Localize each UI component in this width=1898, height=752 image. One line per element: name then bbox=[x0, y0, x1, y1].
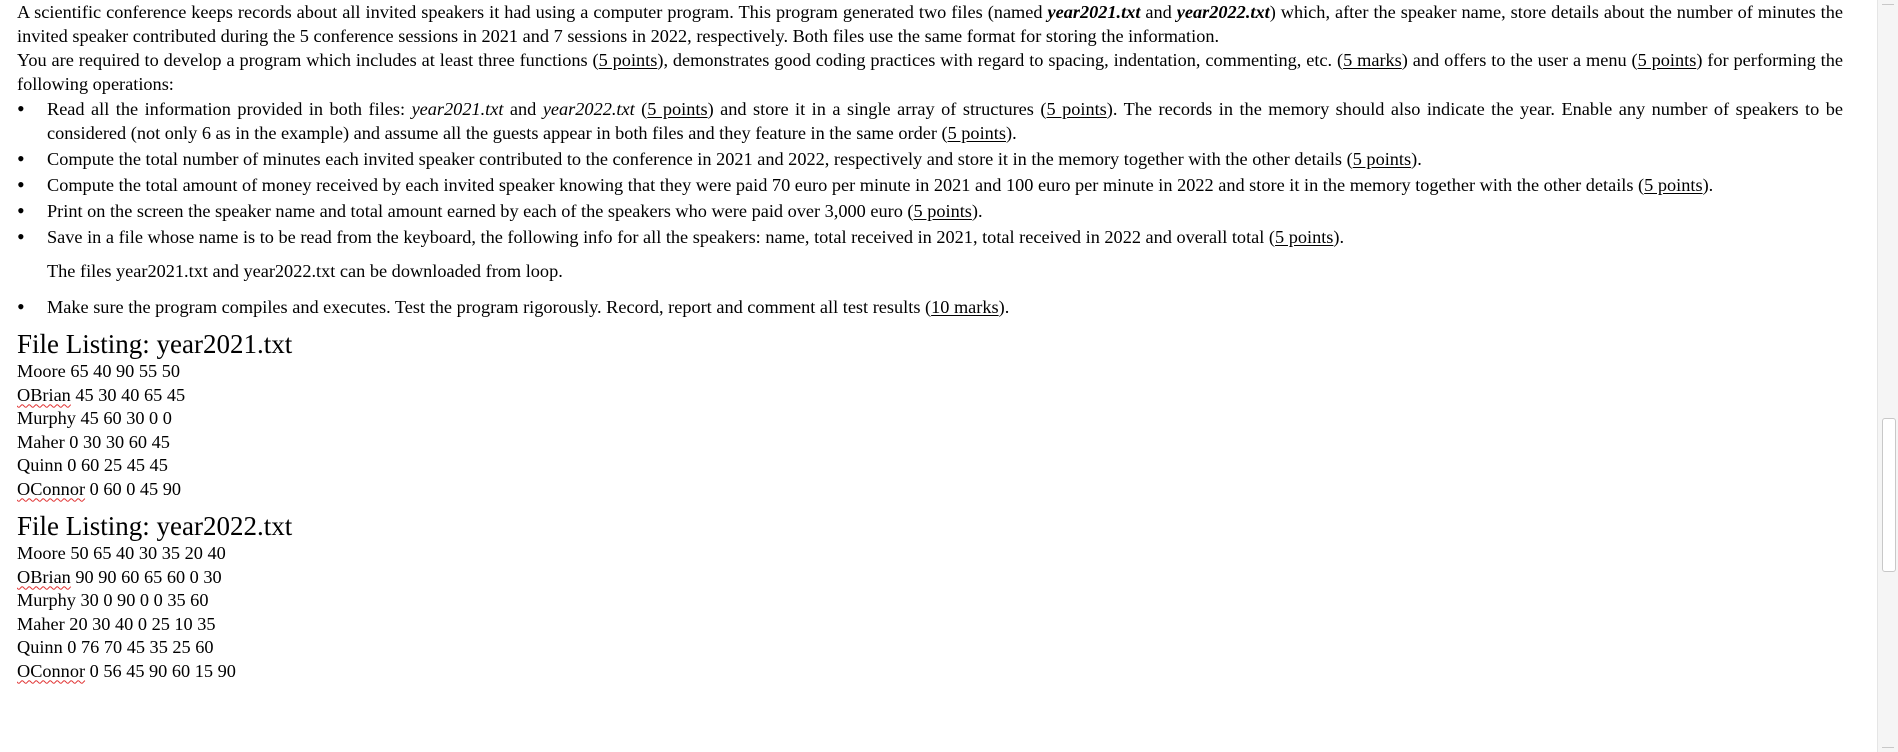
b4-text-1: Print on the screen the speaker name and total amount earned by each of the speakers who were paid over 3,000 euro ( bbox=[47, 201, 914, 221]
speaker-name: OConnor bbox=[17, 478, 86, 499]
b1-points-2: 5 points bbox=[1046, 99, 1107, 119]
b3-text-2: ). bbox=[1702, 175, 1714, 195]
speaker-name: OBrian bbox=[17, 384, 71, 405]
minutes: 0 60 25 45 45 bbox=[67, 455, 168, 475]
req-points-3: 5 points bbox=[1637, 50, 1697, 70]
intro-paragraph bbox=[17, 0, 1843, 48]
testing-list bbox=[17, 295, 1843, 319]
list-item bbox=[17, 478, 1843, 502]
minutes: 20 30 40 0 25 10 35 bbox=[69, 613, 216, 634]
b6-text-1: Make sure the program compiles and executes. Test the program rigorously. Record, report and comment all test results ( bbox=[47, 297, 932, 317]
speaker-name: Murphy bbox=[17, 408, 76, 428]
minutes: 50 65 40 30 35 20 40 bbox=[70, 543, 226, 563]
b2-points: 5 points bbox=[1352, 149, 1412, 169]
req-text-3: ) and offers to the user a menu ( bbox=[1401, 50, 1638, 70]
minutes: 30 0 90 0 0 35 60 bbox=[80, 590, 209, 610]
b5-text-1: Save in a file whose name is to be read from the keyboard, the following info for all the speakers: name, total received in 2021, total received in 2022 and overall total ( bbox=[47, 227, 1275, 247]
minutes: 90 90 60 65 60 0 30 bbox=[75, 566, 222, 587]
b4-points: 5 points bbox=[913, 201, 972, 221]
list-item bbox=[17, 407, 1843, 431]
bullet-testing bbox=[17, 295, 1843, 319]
b3-points: 5 points bbox=[1644, 175, 1703, 195]
list-item bbox=[17, 431, 1843, 455]
b5-points: 5 points bbox=[1275, 227, 1334, 247]
b1-text-6: ). bbox=[1005, 123, 1017, 143]
listing-2021-title: File Listing: year2021.txt bbox=[17, 329, 293, 359]
minutes: 0 30 30 60 45 bbox=[69, 431, 170, 452]
scrollbar-thumb[interactable] bbox=[1882, 418, 1896, 572]
download-note: The files year2021.txt and year2022.txt can be downloaded from loop. bbox=[47, 261, 563, 281]
b1-text-4: ) and store it in a single array of structures ( bbox=[707, 99, 1047, 119]
speaker-name: Moore bbox=[17, 361, 66, 381]
list-item bbox=[17, 636, 1843, 660]
minutes: 0 60 0 45 90 bbox=[89, 478, 182, 499]
listing-2021 bbox=[17, 360, 1843, 501]
b3-text-1: Compute the total amount of money received by each invited speaker knowing that they were paid 70 euro per minute in 2021 and 100 euro per minute in 2022 and store it in the memory together with the other details ( bbox=[47, 175, 1645, 195]
req-text-1: You are required to develop a program which includes at least three functions ( bbox=[17, 50, 599, 70]
req-points-1: 5 points bbox=[598, 50, 658, 70]
b4-text-2: ). bbox=[971, 201, 983, 221]
bullet-print-earners bbox=[17, 199, 1843, 223]
minutes: 45 30 40 65 45 bbox=[75, 384, 186, 405]
speaker-name: Moore bbox=[17, 543, 66, 563]
list-item bbox=[17, 660, 1843, 684]
b1-text-2: and bbox=[503, 99, 543, 119]
requirements-list bbox=[17, 97, 1843, 249]
b2-text-1: Compute the total number of minutes each invited speaker contributed to the conference in 2021 and 2022, respectively and store it in the memory together with the other details ( bbox=[47, 149, 1353, 169]
list-item bbox=[17, 360, 1843, 384]
intro-filename-2021: year2021.txt bbox=[1047, 2, 1141, 22]
b1-filename-2022: year2022.txt bbox=[542, 99, 635, 119]
speaker-name: Maher bbox=[17, 613, 65, 634]
intro-filename-2022: year2022.txt bbox=[1176, 2, 1270, 22]
speaker-name: OBrian bbox=[17, 566, 71, 587]
speaker-name: Quinn bbox=[17, 455, 63, 475]
list-item bbox=[17, 454, 1843, 478]
bullet-read-files bbox=[17, 97, 1843, 145]
listing-2022-title: File Listing: year2022.txt bbox=[17, 511, 293, 541]
b1-points-1: 5 points bbox=[647, 99, 708, 119]
minutes: 65 40 90 55 50 bbox=[70, 361, 181, 381]
list-item bbox=[17, 542, 1843, 566]
b1-points-3: 5 points bbox=[947, 123, 1006, 143]
minutes: 0 56 45 90 60 15 90 bbox=[89, 660, 236, 681]
list-item bbox=[17, 589, 1843, 613]
speaker-name: Maher bbox=[17, 431, 65, 452]
req-marks-2: 5 marks bbox=[1343, 50, 1402, 70]
speaker-name: OConnor bbox=[17, 660, 86, 681]
document-page bbox=[17, 0, 1843, 683]
requirements-paragraph bbox=[17, 48, 1843, 96]
b1-text-3: ( bbox=[634, 99, 648, 119]
list-item bbox=[17, 613, 1843, 637]
speaker-name: Quinn bbox=[17, 637, 63, 657]
list-item bbox=[17, 566, 1843, 590]
intro-text-1: A scientific conference keeps records about all invited speakers it had using a computer program. This program generated two files (named bbox=[17, 2, 1048, 22]
b1-filename-2021: year2021.txt bbox=[411, 99, 504, 119]
list-item bbox=[17, 384, 1843, 408]
bullet-total-minutes bbox=[17, 147, 1843, 171]
req-text-4: ) for performing the following operations: bbox=[17, 50, 1843, 94]
listing-2022 bbox=[17, 542, 1843, 683]
vertical-scrollbar[interactable] bbox=[1877, 0, 1898, 752]
b6-text-2: ). bbox=[998, 297, 1010, 317]
b5-text-2: ). bbox=[1333, 227, 1345, 247]
b1-text-5: ). The records in the memory should also indicate the year. Enable any number of speakers to be considered (not only 6 as in the example) and assume all the guests appear in both files and they feature in the same order ( bbox=[47, 99, 1843, 143]
speaker-name: Murphy bbox=[17, 590, 76, 610]
b1-text-1: Read all the information provided in both files: bbox=[47, 99, 412, 119]
b6-marks: 10 marks bbox=[931, 297, 999, 317]
minutes: 45 60 30 0 0 bbox=[80, 408, 172, 428]
minutes: 0 76 70 45 35 25 60 bbox=[67, 637, 214, 657]
intro-text-3: ) which, after the speaker name, store details about the number of minutes the invited speaker contributed during the 5 conference sessions in 2021 and 7 sessions in 2022, respectively. Both files use the same format for storing the information. bbox=[17, 2, 1843, 46]
scroll-up-marker[interactable] bbox=[1882, 4, 1894, 13]
req-text-2: ), demonstrates good coding practices with regard to spacing, indentation, commenting, etc. ( bbox=[657, 50, 1344, 70]
intro-text-2: and bbox=[1140, 2, 1177, 22]
scroll-down-marker[interactable] bbox=[1882, 739, 1894, 748]
bullet-total-money bbox=[17, 173, 1843, 197]
b2-text-2: ). bbox=[1411, 149, 1422, 169]
bullet-save-file bbox=[17, 225, 1843, 249]
